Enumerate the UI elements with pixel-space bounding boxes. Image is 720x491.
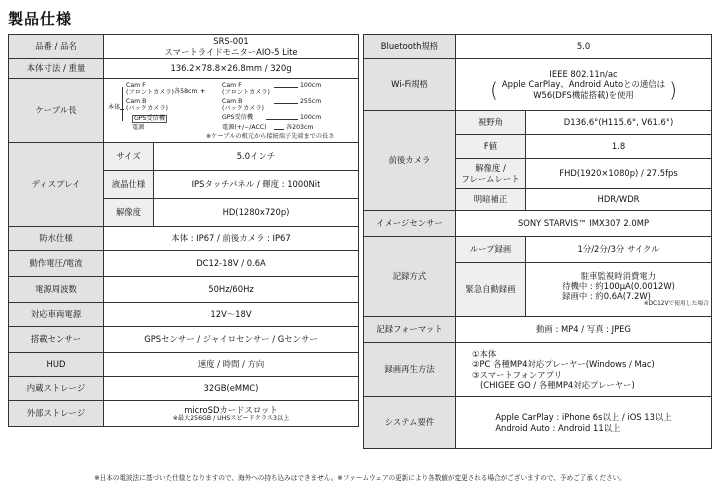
disp-res-value: HD(1280x720p) (154, 199, 359, 227)
rec-label: 記録方式 (364, 237, 456, 317)
spec-table-left (8, 34, 359, 427)
fov-value: D136.6°(H115.6°, V61.6°) (526, 111, 712, 135)
cable-diagram: 本体 Cam F (フロントカメラ) Cam B (バックカメラ) GPS受信機 電源 各58cm + Cam F (フロントカメラ) 100cm Cam B (バックカメラ) 255cm GPS受信機 100cm 電源(+/−/ACC) 各203cm ※ケーブルの根元から接続端子先端までの長さ (104, 79, 359, 143)
open-paren-icon: ( (490, 77, 498, 102)
disp-panel-label: 液晶仕様 (104, 171, 154, 199)
sys-label: システム要件 (364, 397, 456, 449)
wifi-label: Wi-Fi規格 (364, 59, 456, 111)
sensor-label: 搭載センサー (9, 327, 104, 353)
hud-label: HUD (9, 353, 104, 377)
fov-label: 視野角 (456, 111, 526, 135)
model-label: 品番 / 品名 (9, 35, 104, 59)
img-sensor-value: SONY STARVIS™ IMX307 2.0MP (456, 211, 712, 237)
size-label: 本体寸法 / 重量 (9, 59, 104, 79)
cam-label: 前後カメラ (364, 111, 456, 211)
img-sensor-label: イメージセンサー (364, 211, 456, 237)
freq-label: 電源周波数 (9, 277, 104, 303)
page-title: 製品仕様 (8, 10, 73, 28)
voltage-label: 動作電圧/電流 (9, 251, 104, 277)
vehicle-label: 対応車両電源 (9, 303, 104, 327)
waterproof-label: 防水仕様 (9, 227, 104, 251)
loop-value: 1分/2分/3分 サイクル (526, 237, 712, 263)
voltage-value: DC12-18V / 0.6A (104, 251, 359, 277)
storage-label: 内蔵ストレージ (9, 377, 104, 401)
footnote: ※日本の電波法に基づいた仕様となりますので、海外への持ち込みはできません。※ファームウェアの更新により各数値が変更される場合がございますので、予めご了承ください。 (94, 474, 626, 482)
size-value: 136.2×78.8×26.8mm / 320g (104, 59, 359, 79)
ext-value: microSDカードスロット ※最大256GB / UHSスピードクラス3以上 (104, 401, 359, 427)
ext-label: 外部ストレージ (9, 401, 104, 427)
model-value: SRS-001 スマートライドモニターAIO-5 Lite (104, 35, 359, 59)
emerg-value: 駐車監視時消費電力 待機中 : 約100μA(0.0012W) 録画中 : 約0.6A(7.2W) ※DC12Vで使用した場合 (526, 263, 712, 317)
sys-value: Apple CarPlay : iPhone 6s以上 / iOS 13以上 Android Auto : Android 11以上 (456, 397, 712, 449)
format-label: 記録フォーマット (364, 317, 456, 343)
spec-table-right (363, 34, 712, 449)
waterproof-value: 本体 : IP67 / 前後カメラ : IP67 (104, 227, 359, 251)
wdr-value: HDR/WDR (526, 189, 712, 211)
sensor-value: GPSセンサー / ジャイロセンサー / Gセンサー (104, 327, 359, 353)
freq-value: 50Hz/60Hz (104, 277, 359, 303)
vehicle-value: 12V～18V (104, 303, 359, 327)
f-value: 1.8 (526, 135, 712, 159)
play-label: 録画再生方法 (364, 343, 456, 397)
display-label: ディスプレイ (9, 143, 104, 227)
cable-label: ケーブル長 (9, 79, 104, 143)
wdr-label: 明暗補正 (456, 189, 526, 211)
wifi-value: IEEE 802.11n/ac ( Apple CarPlay、Android Autoとの通信は W56(DFS機能搭載)を使用 ) (456, 59, 712, 111)
disp-panel-value: IPSタッチパネル / 輝度 : 1000Nit (154, 171, 359, 199)
plus-icon: + (200, 87, 206, 95)
storage-value: 32GB(eMMC) (104, 377, 359, 401)
play-value: ①本体 ②PC 各種MP4対応プレーヤー(Windows / Mac) ③スマートフォンアプリ (CHIGEE GO / 各種MP4対応プレーヤー) (456, 343, 712, 397)
bt-value: 5.0 (456, 35, 712, 59)
format-value: 動画 : MP4 / 写真 : JPEG (456, 317, 712, 343)
disp-res-label: 解像度 (104, 199, 154, 227)
disp-size-value: 5.0インチ (154, 143, 359, 171)
bt-label: Bluetooth規格 (364, 35, 456, 59)
f-label: F値 (456, 135, 526, 159)
emerg-label: 緊急自動録画 (456, 263, 526, 317)
loop-label: ループ録画 (456, 237, 526, 263)
disp-size-label: サイズ (104, 143, 154, 171)
res-label: 解像度 / フレームレート (456, 159, 526, 189)
hud-value: 速度 / 時間 / 方向 (104, 353, 359, 377)
res-value: FHD(1920×1080p) / 27.5fps (526, 159, 712, 189)
close-paren-icon: ) (669, 77, 677, 102)
